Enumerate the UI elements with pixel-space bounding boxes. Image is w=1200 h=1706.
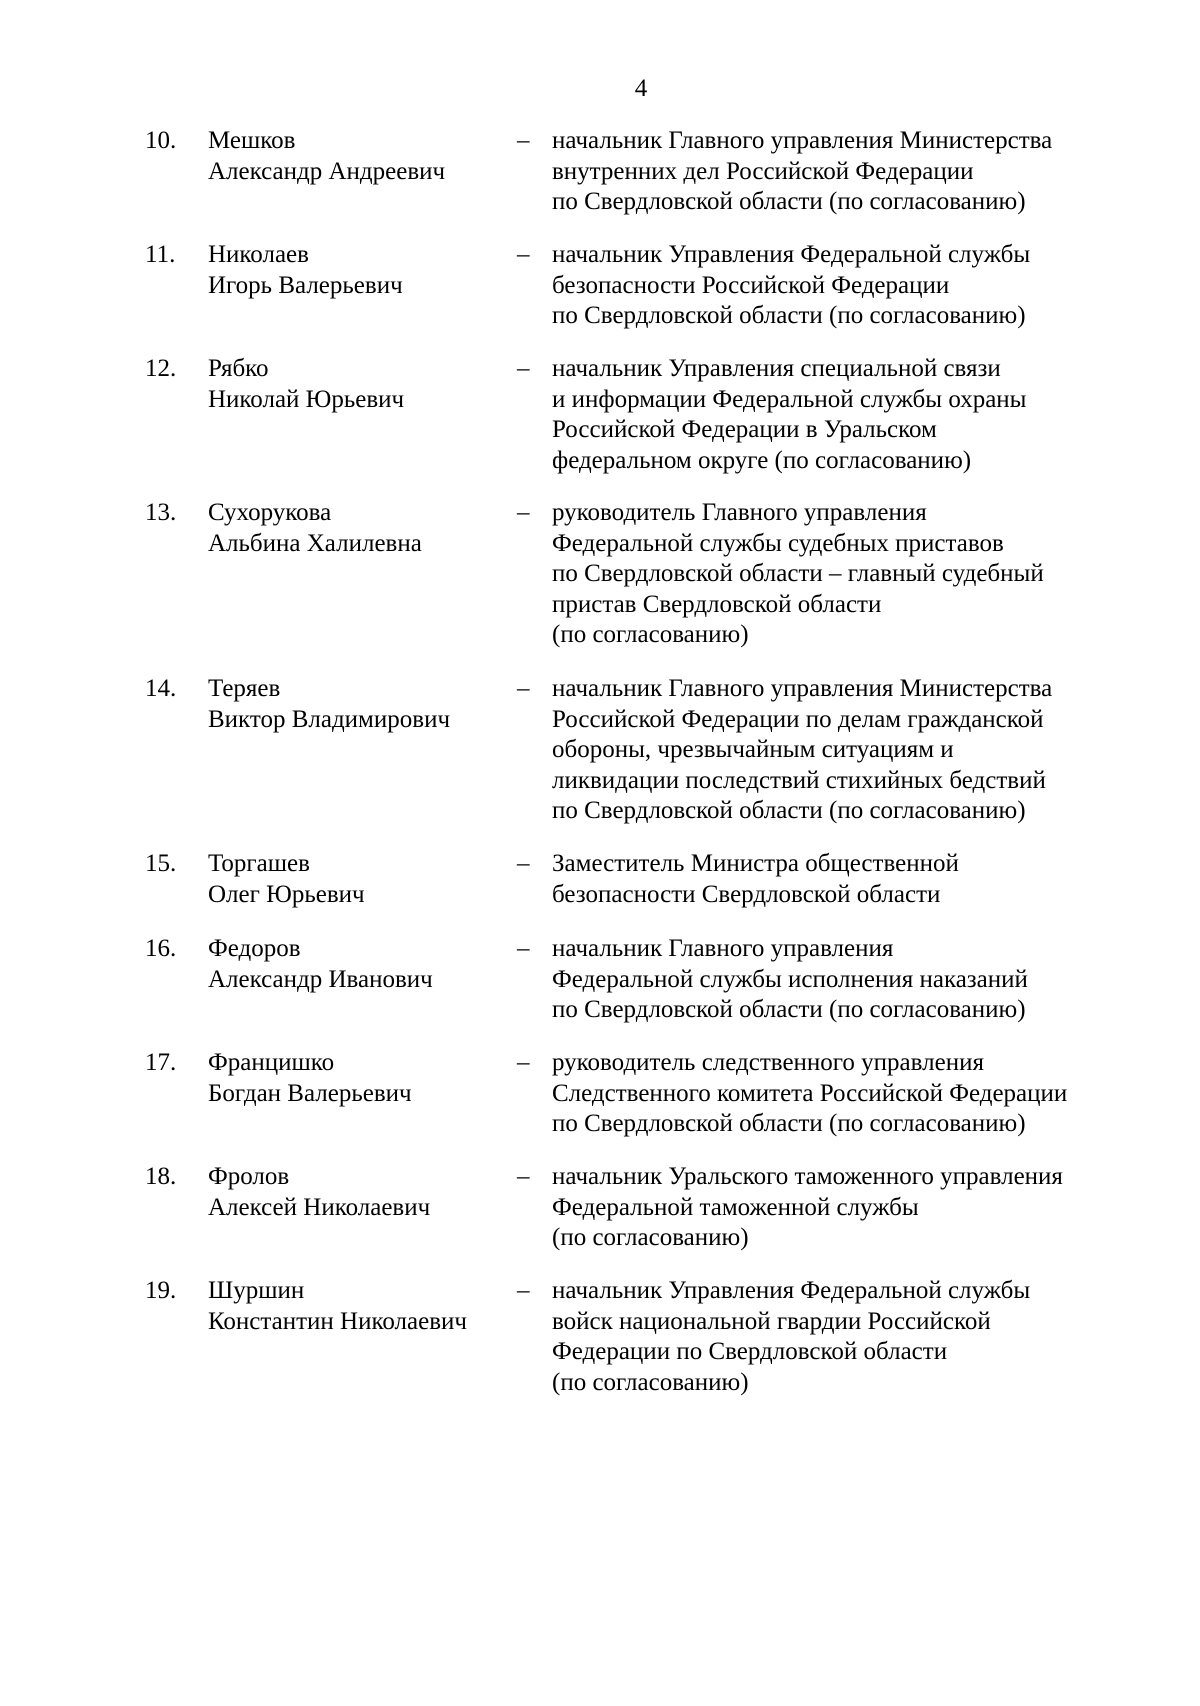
item-number: 17. [145,1049,177,1076]
position-line: федеральном округе (по согласованию) [552,446,972,474]
member-name [208,126,508,187]
item-number: 12. [145,355,177,382]
position-line: безопасности Свердловской области [552,880,941,908]
position-line: руководитель Главного управления [552,499,927,526]
position-line: начальник Управления Федеральной службы [552,241,1031,268]
position-line: Федеральной службы судебных приставов [552,529,1004,557]
member-surname: Федоров [208,935,301,962]
member-given-names: Богдан Валерьевич [208,1079,412,1107]
member-name [208,1162,508,1223]
position-line: и информации Федеральной службы охраны [552,385,1027,413]
position-line: (по согласованию) [552,1224,749,1251]
position-line: обороны, чрезвычайным ситуациям и [552,736,954,763]
position-line: начальник Главного управления Министерства [552,675,1053,702]
member-position [552,1276,1152,1398]
position-line: Федерации по Свердловской области [552,1338,948,1365]
item-number: 10. [145,127,177,154]
member-position [552,674,1152,827]
position-line: Следственного комитета Российской Федерации [552,1079,1068,1107]
dash-separator: – [517,499,530,526]
member-given-names: Альбина Халилевна [208,529,422,557]
member-position [552,354,1152,476]
member-surname: Рябко [208,355,269,382]
position-line: (по согласованию) [552,1368,749,1396]
member-surname: Сухорукова [208,499,332,526]
dash-separator: – [517,675,530,702]
dash-separator: – [517,1049,530,1076]
member-given-names: Николай Юрьевич [208,385,405,413]
member-given-names: Алексей Николаевич [208,1193,431,1221]
member-name [208,1276,508,1337]
position-line: начальник Уральского таможенного управления [552,1163,1063,1190]
position-line: начальник Управления специальной связи [552,355,1001,382]
member-surname: Фролов [208,1163,290,1190]
position-line: внутренних дел Российской Федерации [552,157,974,185]
position-line: войск национальной гвардии Российской [552,1307,991,1335]
item-number: 15. [145,850,177,877]
member-position [552,126,1152,218]
position-line: начальник Управления Федеральной службы [552,1277,1031,1304]
item-number: 19. [145,1277,177,1304]
position-line: по Свердловской области (по согласованию) [552,302,1026,329]
member-given-names: Александр Иванович [208,965,433,993]
member-given-names: Олег Юрьевич [208,880,365,908]
item-number: 18. [145,1163,177,1190]
item-number: 16. [145,935,177,962]
position-line: пристав Свердловской области [552,590,882,618]
position-line: начальник Главного управления Министерства [552,127,1053,154]
position-line: Заместитель Министра общественной [552,850,959,877]
member-position [552,1048,1152,1140]
member-given-names: Александр Андреевич [208,157,446,185]
dash-separator: – [517,241,530,268]
position-line: руководитель следственного управления [552,1049,984,1076]
position-line: (по согласованию) [552,621,749,648]
dash-separator: – [517,1163,530,1190]
member-given-names: Игорь Валерьевич [208,271,403,299]
dash-separator: – [517,935,530,962]
member-name [208,1048,508,1109]
position-line: Федеральной таможенной службы [552,1193,919,1221]
position-line: начальник Главного управления [552,935,894,962]
position-line: безопасности Российской Федерации [552,271,950,299]
position-line: Федеральной службы исполнения наказаний [552,965,1028,993]
position-line: по Свердловской области (по согласованию) [552,797,1026,824]
member-name [208,240,508,301]
item-number: 13. [145,499,177,526]
position-line: ликвидации последствий стихийных бедствий [552,766,1046,794]
member-name [208,849,508,910]
member-given-names: Виктор Владимирович [208,705,451,733]
member-name [208,674,508,735]
item-number: 11. [145,241,176,268]
position-line: Российской Федерации в Уральском [552,416,937,443]
member-surname: Мешков [208,127,296,154]
dash-separator: – [517,850,530,877]
member-surname: Николаев [208,241,309,268]
dash-separator: – [517,355,530,382]
member-position [552,240,1152,332]
dash-separator: – [517,1277,530,1304]
member-position [552,498,1152,651]
dash-separator: – [517,127,530,154]
member-surname: Торгашев [208,850,310,877]
position-line: по Свердловской области (по согласованию) [552,1110,1026,1137]
position-line: по Свердловской области – главный судебный [552,560,1044,587]
page-number: 4 [634,75,648,102]
member-given-names: Константин Николаевич [208,1307,467,1335]
position-line: по Свердловской области (по согласованию) [552,996,1026,1023]
member-position [552,1162,1152,1254]
member-surname: Шуршин [208,1277,305,1304]
position-line: по Свердловской области (по согласованию) [552,188,1026,215]
member-surname: Францишко [208,1049,335,1076]
item-number: 14. [145,675,177,702]
member-surname: Теряев [208,675,281,702]
member-position [552,849,1152,910]
member-name [208,354,508,415]
member-name [208,934,508,995]
position-line: Российской Федерации по делам гражданской [552,705,1044,733]
member-name [208,498,508,559]
member-position [552,934,1152,1026]
